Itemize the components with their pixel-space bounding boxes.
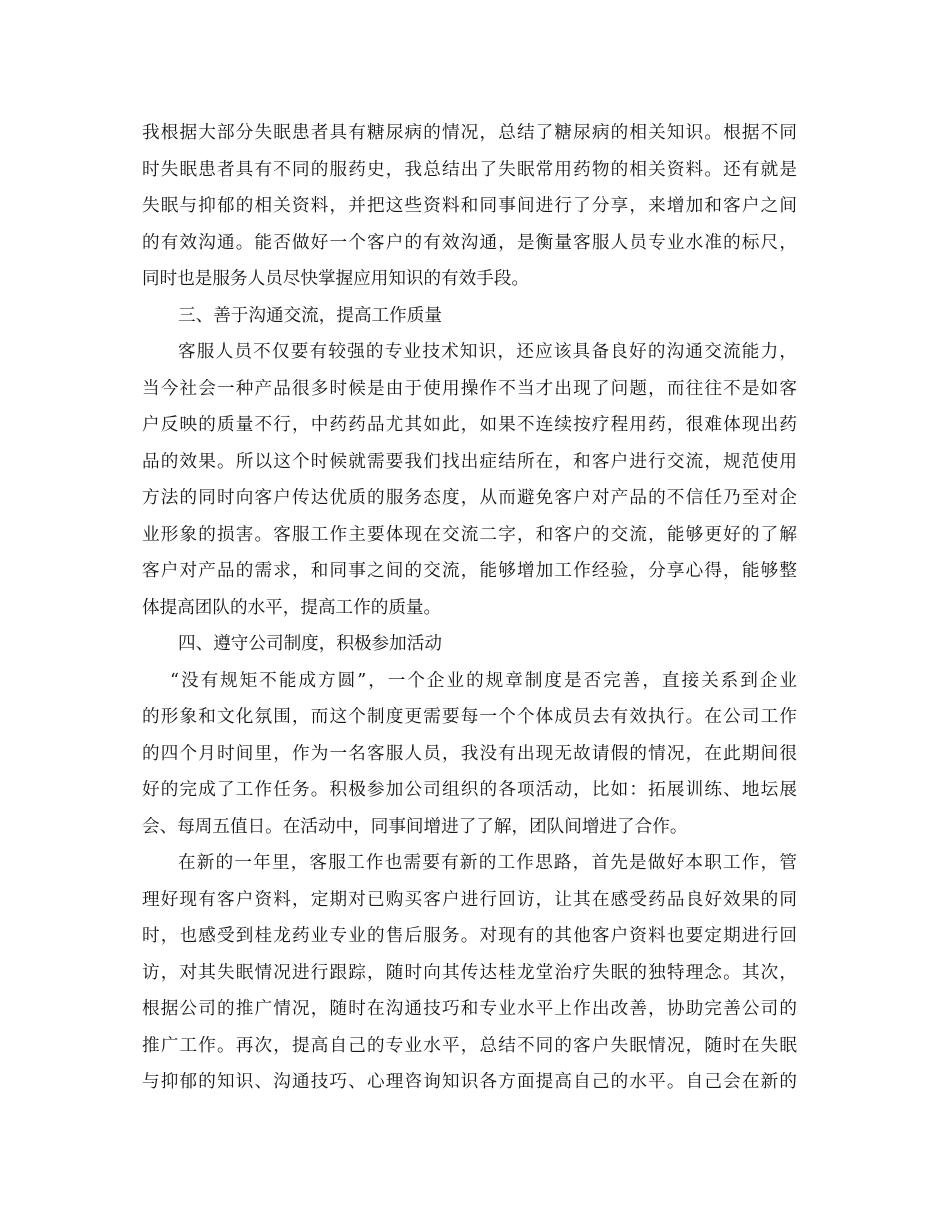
section-heading: 三、善于沟通交流，提高工作质量 — [178, 305, 442, 326]
text-line: 我根据大部分失眠患者具有糖尿病的情况，总结了糖尿病的相关知识。根据不同 — [142, 123, 797, 143]
text-line: 的形象和文化氛围，而这个制度更需要每一个个体成员去有效执行。在公司工作 — [142, 707, 797, 727]
text-line: 在新的一年里，客服工作也需要有新的工作思路，首先是做好本职工作，管 — [178, 853, 797, 873]
text-line: 的有效沟通。能否做好一个客户的有效沟通，是衡量客服人员专业水准的标尺， — [142, 232, 797, 253]
text-line: 根据公司的推广情况，随时在沟通技巧和专业水平上作出改善，协助完善公司的 — [142, 999, 797, 1019]
text-line: 体提高团队的水平，提高工作的质量。 — [142, 597, 442, 618]
text-line: 访，对其失眠情况进行跟踪，随时向其传达桂龙堂治疗失眠的独特理念。其次， — [142, 962, 797, 983]
text-line: 当今社会一种产品很多时候是由于使用操作不当才出现了问题，而往往不是如客 — [142, 378, 797, 399]
text-line: 好的完成了工作任务。积极参加公司组织的各项活动，比如：拓展训练、地坛展 — [142, 780, 797, 800]
text-line: 同时也是服务人员尽快掌握应用知识的有效手段。 — [142, 269, 530, 289]
document-body — [142, 115, 797, 1101]
text-line: 方法的同时向客户传达优质的服务态度，从而避免客户对产品的不信任乃至对企 — [142, 488, 797, 508]
text-line: 与抑郁的知识、沟通技巧、心理咨询知识各方面提高自己的水平。自己会在新的 — [142, 1072, 797, 1092]
text-line: 理好现有客户资料，定期对已购买客户进行回访，让其在感受药品良好效果的同 — [142, 889, 797, 910]
section-heading: 四、遵守公司制度，积极参加活动 — [178, 634, 442, 654]
text-line: 会、每周五值日。在活动中，同事间增进了了解，团队间增进了合作。 — [142, 816, 688, 837]
text-line: 推广工作。再次，提高自己的专业水平，总结不同的客户失眠情况，随时在失眠 — [142, 1035, 797, 1056]
text-line: 时失眠患者具有不同的服药史，我总结出了失眠常用药物的相关资料。还有就是 — [142, 159, 797, 180]
text-line: 的四个月时间里，作为一名客服人员，我没有出现无故请假的情况，在此期间很 — [142, 743, 797, 764]
text-line: 户反映的质量不行，中药药品尤其如此，如果不连续按疗程用药，很难体现出药 — [142, 415, 797, 435]
text-line: “没有规矩不能成方圆”，一个企业的规章制度是否完善，直接关系到企业 — [170, 670, 797, 691]
text-line: 客服人员不仅要有较强的专业技术知识，还应该具备良好的沟通交流能力， — [178, 342, 797, 362]
text-line: 业形象的损害。客服工作主要体现在交流二字，和客户的交流，能够更好的了解 — [142, 524, 797, 545]
text-line: 失眠与抑郁的相关资料，并把这些资料和同事间进行了分享，来增加和客户之间 — [142, 196, 797, 216]
text-line: 客户对产品的需求，和同事之间的交流，能够增加工作经验，分享心得，能够整 — [142, 561, 797, 581]
text-line: 时，也感受到桂龙药业专业的售后服务。对现有的其他客户资料也要定期进行回 — [142, 926, 797, 946]
text-line: 品的效果。所以这个时候就需要我们找出症结所在，和客户进行交流，规范使用 — [142, 451, 797, 472]
